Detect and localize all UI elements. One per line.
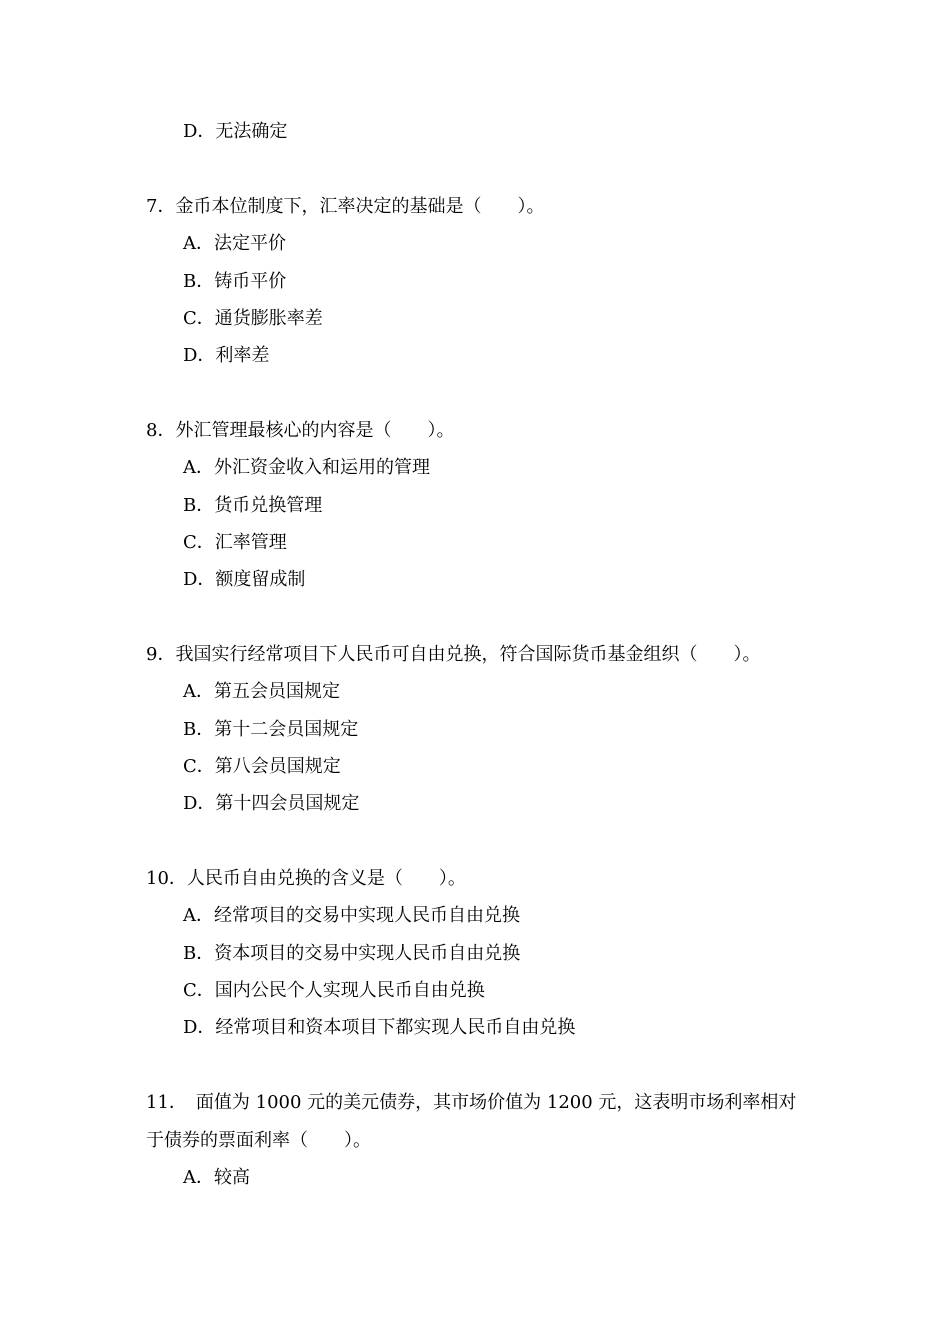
question-7-stem: 7．金币本位制度下，汇率决定的基础是（ ）。 [146, 196, 545, 217]
option-10-c: C．国内公民个人实现人民币自由兑换 [183, 980, 485, 1001]
option-9-d: D．第十四会员国规定 [183, 793, 360, 814]
question-11-stem-line1: 11． 面值为 1000 元的美元债券，其市场价值为 1200 元，这表明市场利率相对 [146, 1092, 797, 1113]
option-7-b: B．铸币平价 [183, 271, 287, 292]
question-8-stem: 8．外汇管理最核心的内容是（ ）。 [146, 420, 455, 441]
option-10-d: D．经常项目和资本项目下都实现人民币自由兑换 [183, 1017, 576, 1038]
option-7-d: D．利率差 [183, 345, 270, 366]
question-9-stem: 9．我国实行经常项目下人民币可自由兑换，符合国际货币基金组织（ ）。 [146, 644, 761, 665]
option-10-b: B．资本项目的交易中实现人民币自由兑换 [183, 943, 521, 964]
option-8-d: D．额度留成制 [183, 569, 306, 590]
option-8-a: A．外汇资金收入和运用的管理 [183, 457, 430, 478]
option-8-c: C．汇率管理 [183, 532, 287, 553]
option-9-a: A．第五会员国规定 [183, 681, 340, 702]
option-9-c: C．第八会员国规定 [183, 756, 341, 777]
option-6-d: D．无法确定 [183, 121, 288, 142]
question-10-stem: 10．人民币自由兑换的含义是（ ）。 [146, 868, 466, 889]
question-11-stem-line2: 于债券的票面利率（ ）。 [146, 1130, 371, 1151]
option-11-a: A．较高 [183, 1167, 250, 1188]
option-10-a: A．经常项目的交易中实现人民币自由兑换 [183, 905, 520, 926]
option-7-a: A．法定平价 [183, 233, 286, 254]
option-9-b: B．第十二会员国规定 [183, 719, 359, 740]
option-7-c: C．通货膨胀率差 [183, 308, 323, 329]
option-8-b: B．货币兑换管理 [183, 495, 323, 516]
